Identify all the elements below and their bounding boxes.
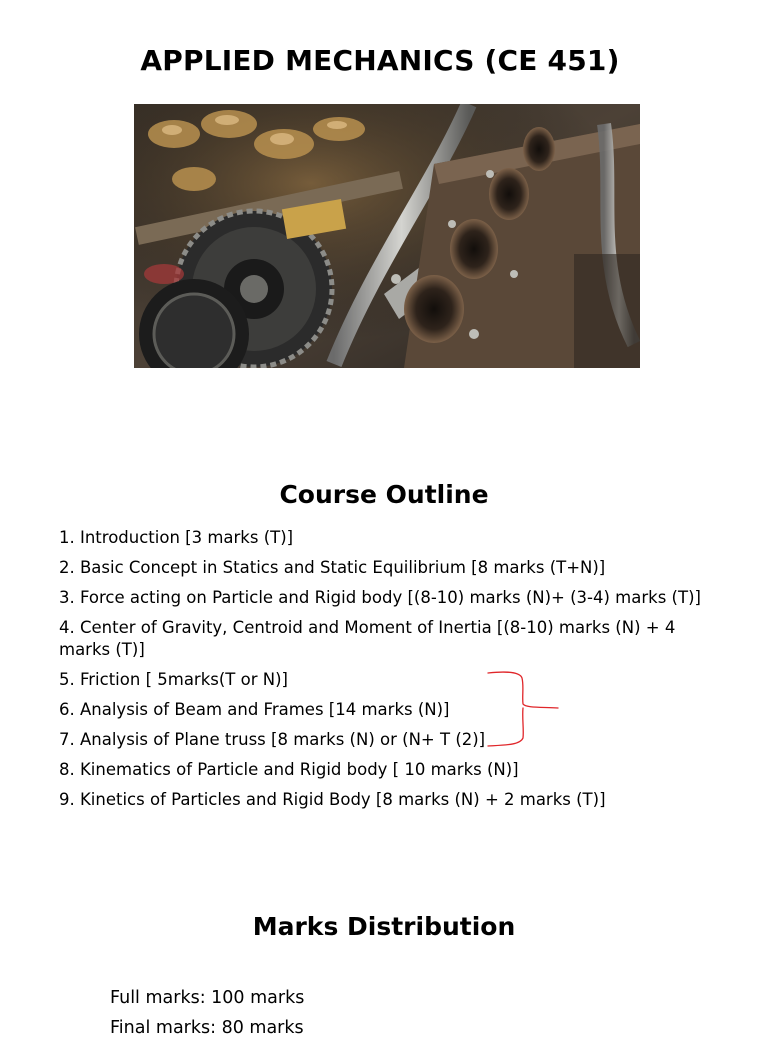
page-title: APPLIED MECHANICS (CE 451) <box>140 44 620 77</box>
outline-item: 4. Center of Gravity, Centroid and Moment of Inertia [(8-10) marks (N) + 4 marks (T)] <box>59 618 676 659</box>
outline-item: 7. Analysis of Plane truss [8 marks (N) or (N+ T (2)] <box>59 730 486 749</box>
outline-item: 6. Analysis of Beam and Frames [14 marks (N)] <box>59 700 450 719</box>
outline-item: 2. Basic Concept in Statics and Static Equilibrium [8 marks (T+N)] <box>59 558 606 577</box>
marks-item: Final marks: 80 marks <box>110 1018 304 1038</box>
outline-item: 9. Kinetics of Particles and Rigid Body [8 marks (N) + 2 marks (T)] <box>59 790 606 809</box>
marks-item: Full marks: 100 marks <box>110 988 305 1008</box>
outline-item: 3. Force acting on Particle and Rigid body [(8-10) marks (N)+ (3-4) marks (T)] <box>59 588 701 607</box>
outline-item: 1. Introduction [3 marks (T)] <box>59 528 294 547</box>
outline-item: 8. Kinematics of Particle and Rigid body [ 10 marks (N)] <box>59 760 519 779</box>
handwritten-bracket-mark <box>486 668 566 757</box>
engine-photo <box>134 104 640 368</box>
marks-distribution-heading: Marks Distribution <box>252 912 516 941</box>
outline-item: 5. Friction [ 5marks(T or N)] <box>59 670 288 689</box>
course-outline-heading: Course Outline <box>279 480 489 509</box>
marks-distribution-list <box>110 983 304 1043</box>
course-outline-list <box>59 527 719 819</box>
